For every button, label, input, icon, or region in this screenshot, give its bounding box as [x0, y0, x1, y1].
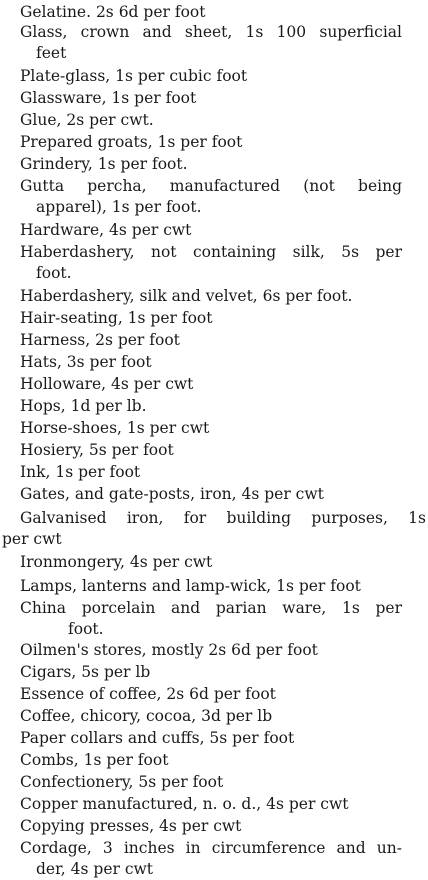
- tariff-entry-gutta-percha: [0, 176, 428, 217]
- tariff-entry-cordage: [0, 838, 428, 879]
- entry-line-continued: foot.: [36, 263, 72, 282]
- tariff-entry-ink: [0, 462, 428, 483]
- entry-line: Glue, 2s per cwt.: [20, 111, 154, 129]
- tariff-entry-gates: [0, 484, 428, 505]
- tariff-entry-hops: [0, 396, 428, 417]
- entry-line: Hardware, 4s per cwt: [20, 221, 192, 239]
- entry-line: Cigars, 5s per lb: [20, 663, 151, 681]
- tariff-entry-lamps: [0, 576, 428, 597]
- entry-line: Hats, 3s per foot: [20, 353, 152, 371]
- entry-line: Holloware, 4s per cwt: [20, 375, 194, 393]
- entry-line: Grindery, 1s per foot.: [20, 155, 188, 173]
- tariff-entry-hair-seating: [0, 308, 428, 329]
- entry-line: Horse-shoes, 1s per cwt: [20, 419, 210, 437]
- entry-line: Coffee, chicory, cocoa, 3d per lb: [20, 707, 273, 725]
- entry-line: Lamps, lanterns and lamp-wick, 1s per foot: [20, 577, 361, 595]
- tariff-entry-copper: [0, 794, 428, 815]
- tariff-entry-paper-collars: [0, 728, 428, 749]
- entry-line: Glassware, 1s per foot: [20, 89, 197, 107]
- entry-line: Ironmongery, 4s per cwt: [20, 553, 213, 571]
- tariff-entry-combs: [0, 750, 428, 771]
- tariff-entry-china-porcelain: [0, 598, 428, 639]
- tariff-entry-ironmongery: [0, 552, 428, 573]
- tariff-entry-prepared-groats: [0, 132, 428, 153]
- tariff-entry-grindery: [0, 154, 428, 175]
- entry-line: Gelatine. 2s 6d per foot: [20, 3, 206, 21]
- entry-line: Essence of coffee, 2s 6d per foot: [20, 685, 276, 703]
- tariff-entry-hardware: [0, 220, 428, 241]
- tariff-entry-glassware: [0, 88, 428, 109]
- entry-line: Cordage, 3 inches in circumference and un-: [20, 839, 402, 857]
- tariff-entry-confectionery: [0, 772, 428, 793]
- entry-line: Combs, 1s per foot: [20, 751, 169, 769]
- entry-line: Prepared groats, 1s per foot: [20, 133, 243, 151]
- entry-line: China porcelain and parian ware, 1s per: [20, 599, 402, 617]
- entry-line: Harness, 2s per foot: [20, 331, 180, 349]
- entry-line-continued: der, 4s per cwt: [36, 859, 154, 878]
- entry-line: Haberdashery, not containing silk, 5s per: [20, 243, 402, 261]
- entry-line: Gates, and gate-posts, iron, 4s per cwt: [20, 485, 324, 503]
- entry-line: Oilmen's stores, mostly 2s 6d per foot: [20, 641, 318, 659]
- entry-line: Hosiery, 5s per foot: [20, 441, 174, 459]
- entry-line: Glass, crown and sheet, 1s 100 superficial: [20, 23, 402, 41]
- tariff-entry-horse-shoes: [0, 418, 428, 439]
- tariff-entry-haberdashery-no-silk: [0, 242, 428, 283]
- tariff-entry-hats: [0, 352, 428, 373]
- tariff-entry-glue: [0, 110, 428, 131]
- tariff-entry-oilmens-stores: [0, 640, 428, 661]
- tariff-entry-haberdashery-silk: [0, 286, 428, 307]
- tariff-entry-harness: [0, 330, 428, 351]
- tariff-entry-coffee-chicory-cocoa: [0, 706, 428, 727]
- tariff-entry-hosiery: [0, 440, 428, 461]
- tariff-entry-gelatine: [0, 2, 428, 23]
- entry-line-continued: foot.: [68, 619, 104, 638]
- entry-line: Copying presses, 4s per cwt: [20, 817, 242, 835]
- tariff-entry-plate-glass: [0, 66, 428, 87]
- entry-line: Confectionery, 5s per foot: [20, 773, 224, 791]
- entry-line-continued: apparel), 1s per foot.: [36, 197, 202, 216]
- tariff-entry-essence-of-coffee: [0, 684, 428, 705]
- tariff-entry-cigars: [0, 662, 428, 683]
- tariff-entry-copying-presses: [0, 816, 428, 837]
- entry-line: Hair-seating, 1s per foot: [20, 309, 213, 327]
- entry-line: Hops, 1d per lb.: [20, 397, 147, 415]
- entry-line: Galvanised iron, for building purposes, 1s: [20, 509, 426, 527]
- entry-line: Plate-glass, 1s per cubic foot: [20, 67, 248, 85]
- tariff-entry-galvanised-iron: [0, 508, 428, 549]
- entry-line-continued: per cwt: [2, 529, 62, 548]
- entry-line: Copper manufactured, n. o. d., 4s per cwt: [20, 795, 349, 813]
- tariff-entry-holloware: [0, 374, 428, 395]
- entry-line: Paper collars and cuffs, 5s per foot: [20, 729, 295, 747]
- entry-line: Ink, 1s per foot: [20, 463, 141, 481]
- entry-line: Gutta percha, manufactured (not being: [20, 177, 402, 195]
- tariff-entry-glass: [0, 22, 428, 63]
- entry-line: Haberdashery, silk and velvet, 6s per foot.: [20, 287, 353, 305]
- entry-line-continued: feet: [36, 43, 67, 62]
